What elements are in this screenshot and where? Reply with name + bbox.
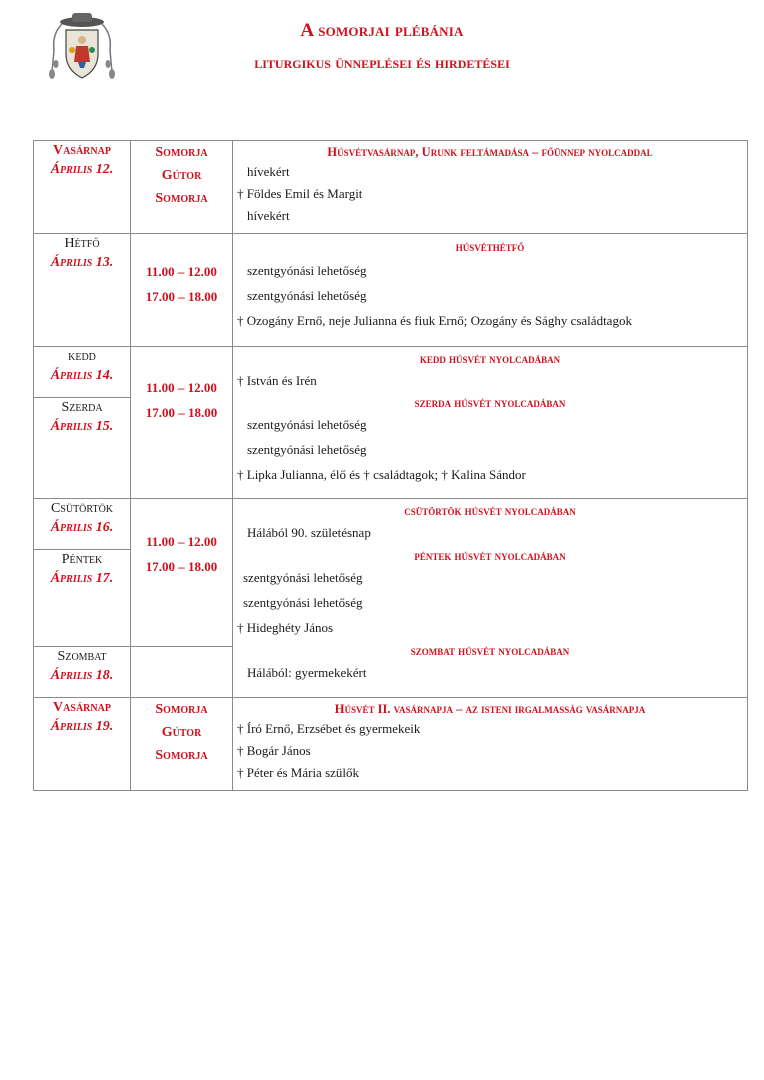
time-cell: [131, 499, 233, 647]
time-cell: [131, 234, 233, 347]
day-name: Vasárnap: [53, 700, 111, 715]
events-cell: [233, 499, 748, 698]
day-date: Április 14.: [50, 368, 114, 383]
place-cell: [131, 141, 233, 234]
day-cell: [34, 398, 131, 499]
intention-line: † Bogár János: [237, 743, 311, 758]
day-name: kedd: [68, 349, 96, 364]
intention-line: hívekért: [247, 164, 290, 179]
day-date: Április 15.: [50, 419, 114, 434]
time-range: 11.00 – 12.00: [146, 534, 217, 549]
day-cell: [34, 647, 131, 698]
feast-title: Húsvét II. vasárnapja – az isteni irgalmasság vasárnapja: [334, 702, 646, 716]
place-name: Somorja: [155, 191, 208, 206]
table-row: [34, 499, 748, 550]
intention-line: hívekért: [247, 208, 290, 223]
day-cell: [34, 550, 131, 647]
day-cell: [34, 347, 131, 398]
time-range: 17.00 – 18.00: [145, 559, 218, 574]
day-name: Vasárnap: [53, 143, 111, 158]
place-cell: [131, 698, 233, 791]
table-row: [34, 698, 748, 791]
day-name: Csütörtök: [50, 501, 114, 516]
intention-line: † Földes Emil és Margit: [237, 186, 363, 201]
feast-title: péntek húsvét nyolcadában: [414, 549, 566, 563]
feast-title: Húsvétvasárnap, Urunk feltámadása – főünnep nyolcaddal: [327, 145, 653, 159]
table-row: [34, 347, 748, 398]
intention-line: szentgyónási lehetőség: [243, 595, 363, 610]
page-title: A somorjai plébánia: [300, 20, 464, 41]
place-name: Gútor: [161, 725, 202, 740]
time-cell: [131, 347, 233, 499]
place-name: Gútor: [161, 168, 202, 183]
day-name: Hétfő: [64, 236, 100, 251]
events-cell: [233, 347, 748, 499]
day-date: Április 13.: [50, 255, 114, 270]
events-cell: [233, 234, 748, 347]
day-date: Április 12.: [50, 162, 114, 177]
intention-line: Hálából 90. születésnap: [247, 525, 371, 540]
time-cell: [131, 647, 233, 698]
table-row: [34, 141, 748, 234]
day-cell: [34, 234, 131, 347]
time-range: 11.00 – 12.00: [146, 380, 217, 395]
intention-line: szentgyónási lehetőség: [243, 570, 363, 585]
time-range: 17.00 – 18.00: [145, 289, 218, 304]
intention-line: † István és Irén: [237, 373, 317, 388]
intention-line: † Lipka Julianna, élő és † családtagok; † Kalina Sándor: [237, 467, 526, 482]
events-cell: [233, 141, 748, 234]
feast-title: kedd húsvét nyolcadában: [419, 352, 561, 366]
intention-line: † Péter és Mária szülők: [237, 765, 360, 780]
intention-line: † Író Ernő, Erzsébet és gyermekeik: [237, 721, 421, 736]
intention-line: szentgyónási lehetőség: [247, 263, 367, 278]
page-subtitle: liturgikus ünneplései és hirdetései: [254, 53, 510, 72]
schedule-table: [33, 140, 748, 791]
parish-coat-of-arms-icon: [44, 10, 120, 82]
place-name: Somorja: [155, 702, 208, 717]
day-cell: [34, 698, 131, 791]
intention-line: szentgyónási lehetőség: [247, 288, 367, 303]
feast-title: csütörtök húsvét nyolcadában: [404, 504, 576, 518]
intention-line: Hálából: gyermekekért: [247, 665, 367, 680]
table-row: [34, 234, 748, 347]
feast-title: szombat húsvét nyolcadában: [410, 644, 570, 658]
day-name: Szerda: [61, 400, 103, 415]
intention-line: szentgyónási lehetőség: [247, 442, 367, 457]
day-cell: [34, 141, 131, 234]
day-name: Péntek: [61, 552, 103, 567]
feast-title: húsvéthétfő: [455, 240, 525, 254]
day-date: Április 19.: [50, 719, 114, 734]
time-range: 11.00 – 12.00: [146, 264, 217, 279]
intention-line: szentgyónási lehetőség: [247, 417, 367, 432]
place-name: Somorja: [155, 145, 208, 160]
events-cell: [233, 698, 748, 791]
time-range: 17.00 – 18.00: [145, 405, 218, 420]
day-name: Szombat: [57, 649, 107, 664]
day-date: Április 17.: [50, 571, 114, 586]
intention-line: † Hideghéty János: [237, 620, 334, 635]
day-date: Április 16.: [50, 520, 114, 535]
day-date: Április 18.: [50, 668, 114, 683]
intention-line: † Ozogány Ernő, neje Julianna és fiuk Ernő; Ozogány és Sághy családtagok: [237, 313, 632, 328]
feast-title: szerda húsvét nyolcadában: [414, 396, 566, 410]
day-cell: [34, 499, 131, 550]
place-name: Somorja: [155, 748, 208, 763]
